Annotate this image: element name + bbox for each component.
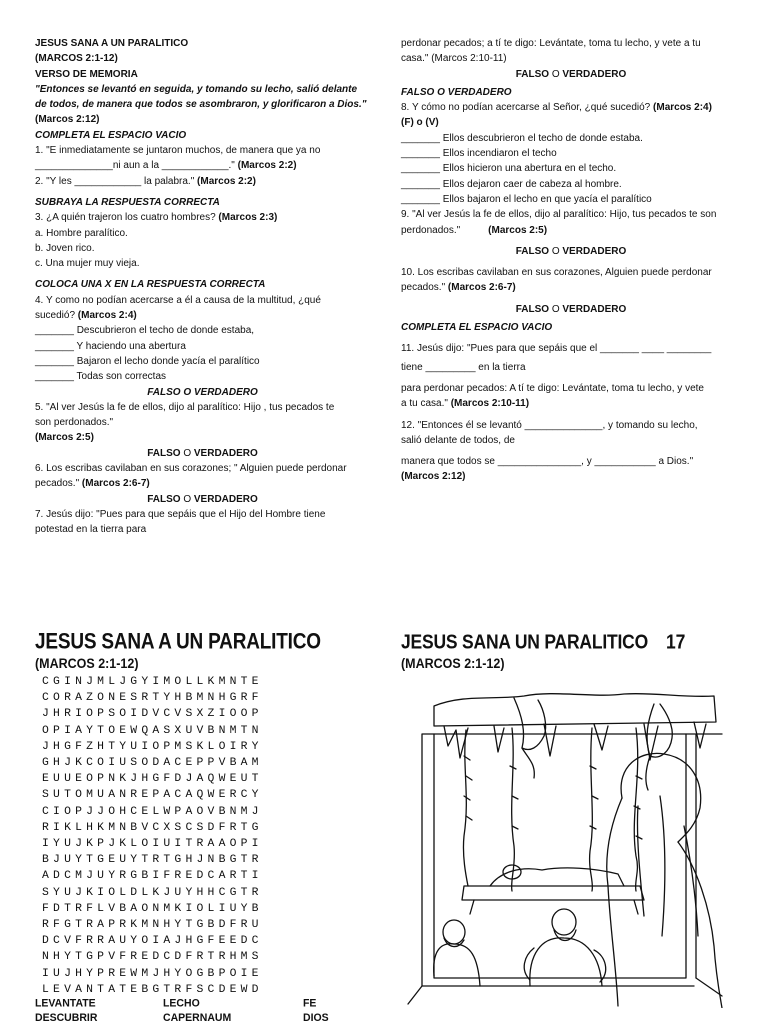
wordsearch-row: ADCMJUYRGBIFREDCARTI: [42, 870, 263, 883]
true-false-answer-7: FALSO O VERDADERO: [515, 68, 627, 80]
question-3-option-b: b. Joven rico.: [35, 242, 95, 254]
ropes: [463, 728, 642, 891]
question-12-line-2: salió delante de todos, de: [401, 434, 515, 446]
roof-opening: [434, 694, 716, 760]
wordsearch-title: JESUS SANA A UN PARALITICO: [35, 630, 321, 655]
question-7-continued-line-1: perdonar pecados; a tí te digo: Levántate, toma tu lecho, y vete a tu: [401, 38, 701, 49]
true-false-answer-6: FALSO O VERDADERO: [147, 493, 258, 505]
question-9-line-2: perdonados." (Marcos 2:5): [401, 224, 548, 236]
question-8-option-3: _______ Ellos hicieron una abertura en el techo.: [401, 163, 617, 175]
true-false-answer-5: FALSO O VERDADERO: [147, 447, 258, 459]
question-12-reference: (Marcos 2:12): [401, 471, 466, 483]
wordsearch-row: EUUEOPNKJHGFDJAQWEUT: [42, 773, 263, 786]
question-7-line-2: potestad en la tierra para: [35, 524, 147, 536]
question-3: 3. ¿A quién trajeron los cuatro hombres? (Marcos 2:3): [35, 212, 278, 224]
wordsearch-row: IUJHYPREWMJHYOGBPOIE: [42, 967, 263, 980]
wordsearch-row: RFGTRAPRKMNHYTGBDFRU: [42, 919, 263, 932]
left-title: JESUS SANA A UN PARALITICO: [35, 38, 189, 49]
word-lecho: LECHO: [163, 997, 200, 1010]
wordsearch-row: IYUJKPJKLOIUITRAAOPI: [42, 838, 263, 851]
question-1-line-1: 1. "E inmediatamente se juntaron muchos, de manera que ya no: [35, 145, 321, 157]
section-true-false: FALSO O VERDADERO: [147, 386, 258, 398]
memory-verse-label: VERSO DE MEMORIA: [35, 68, 138, 80]
question-4-option-2: _______ Y haciendo una abertura: [35, 340, 186, 352]
question-8: 8. Y cómo no podían acercarse al Señor, ¿qué sucedió? (Marcos 2:4): [401, 102, 712, 114]
question-4-line-1: 4. Y como no podían acercarse a él a causa de la multitud, ¿qué: [35, 294, 321, 306]
wordsearch-row: NHYTGPVFREDCDFRTRHMS: [42, 951, 263, 964]
word-descubrir: DESCUBRIR: [35, 1011, 98, 1025]
question-6-line-1: 6. Los escribas cavilaban en sus corazones; " Alguien puede perdonar: [35, 463, 347, 475]
left-worksheet-column: [35, 36, 370, 538]
memory-verse: "Entonces se levantó en seguida, y tomando su lecho, salió delante de todos, de manera que todos se asombraron, y glorificaron a Dios." (Marcos 2:12): [35, 83, 367, 126]
wordsearch-row: SUTOMUANREPACAQWERCY: [42, 789, 263, 802]
men-on-roof: [514, 698, 672, 790]
word-dios: DIOS: [303, 1011, 329, 1025]
section-true-false-right: FALSO O VERDADERO: [401, 86, 512, 98]
question-8-option-2: _______ Ellos incendiaron el techo: [401, 148, 557, 160]
section-mark-x: COLOCA UNA X EN LA RESPUESTA CORRECTA: [35, 279, 266, 291]
coloring-title: JESUS SANA UN PARALITICO 17: [401, 630, 686, 653]
question-4-option-4: _______ Todas son correctas: [35, 371, 167, 383]
jesus-figure: [607, 753, 722, 1008]
question-8-legend: (F) o (V): [401, 117, 439, 129]
word-levantate: LEVANTATE: [35, 997, 96, 1010]
wordsearch-row: JHGFZHTYUIOPMSKLOIRY: [42, 740, 263, 753]
question-8-option-4: _______ Ellos dejaron caer de cabeza al hombre.: [401, 178, 622, 190]
question-10-line-1: 10. Los escribas cavilaban en sus corazones, Alguien puede perdonar: [401, 267, 712, 279]
onlookers: [434, 909, 606, 986]
question-11-line-4: a tu casa." (Marcos 2:10-11): [401, 398, 530, 410]
section-underline: SUBRAYA LA RESPUESTA CORRECTA: [35, 196, 220, 208]
wordsearch-reference: (MARCOS 2:1-12): [35, 656, 139, 672]
section-complete-blank-right: COMPLETA EL ESPACIO VACIO: [401, 322, 553, 334]
question-11-line-1: 11. Jesús dijo: "Pues para que sepáis que el _______ ____ ________: [401, 343, 712, 355]
question-9-line-1: 9. "Al ver Jesús la fe de ellos, dijo al paralítico: Hijo, tus pecados te son: [401, 209, 717, 221]
coloring-illustration: [404, 686, 730, 1008]
wordsearch-row: BJUYTGEUYTRTGHJNBGTR: [42, 854, 263, 867]
question-3-option-c: c. Una mujer muy vieja.: [35, 258, 140, 270]
right-worksheet-column: [401, 36, 741, 485]
question-5-reference: (Marcos 2:5): [35, 432, 94, 444]
wordsearch-grid: [42, 674, 263, 998]
question-7-line-1: 7. Jesús dijo: "Pues para que sepáis que el Hijo del Hombre tiene: [35, 508, 326, 520]
question-10-line-2: pecados." (Marcos 2:6-7): [401, 282, 516, 294]
word-fe: FE: [303, 997, 317, 1010]
wordsearch-row: JHRIOPSOIDVCVSXZIOOP: [42, 708, 263, 721]
wordsearch-row: RIKLHKMNBVCXSCSDFRTG: [42, 821, 263, 834]
question-11-line-2: tiene _________ en la tierra: [401, 361, 526, 373]
wordsearch-row: SYUJKIOLDLKJUYHHCGTR: [42, 886, 263, 899]
question-12-line-1: 12. "Entonces él se levantó ______________, y tomando su lecho,: [401, 419, 698, 431]
question-4-option-1: _______ Descubrieron el techo de donde estaba,: [35, 325, 255, 337]
section-complete-blank: COMPLETA EL ESPACIO VACIO: [35, 129, 187, 141]
question-3-option-a: a. Hombre paralítico.: [35, 227, 128, 239]
question-4-option-3: _______ Bajaron el lecho donde yacía el paralítico: [35, 355, 260, 367]
question-7-continued-line-2: casa." (Marcos 2:10-11): [401, 53, 507, 65]
wordsearch-row: CGINJMLJGYIMOLLKMNTE: [42, 676, 263, 688]
question-8-option-5: _______ Ellos bajaron el lecho en que yacía el paralítico: [401, 193, 652, 205]
wordsearch-row: CIOPJJOHCELWPAOVBNMJ: [42, 805, 263, 818]
wordsearch-row: CORAZONESRTYHBMNHGRF: [42, 692, 263, 705]
question-4-line-2: sucedió? (Marcos 2:4): [35, 310, 137, 322]
wordsearch-row: OPIAYTOEWQASXUVBNMTN: [42, 724, 263, 737]
true-false-answer-9: FALSO O VERDADERO: [515, 245, 627, 257]
question-8-option-1: _______ Ellos descubrieron el techo de donde estaba.: [401, 132, 643, 144]
left-reference: (MARCOS 2:1-12): [35, 53, 118, 65]
question-12-line-3: manera que todos se _______________, y ___________ a Dios.": [401, 456, 694, 468]
wordsearch-row: GHJKCOIUSODACEPPVBAM: [42, 757, 263, 770]
wordsearch-row: FDTRFLVBAONMKIOLIUYB: [42, 902, 263, 915]
question-5-line-1: 5. "Al ver Jesús la fe de ellos, dijo al paralítico: Hijo , tus pecados te: [35, 401, 335, 413]
question-11-line-3: para perdonar pecados: A tí te digo: Levántate, toma tu lecho, y vete: [401, 382, 704, 394]
stretcher-with-man: [462, 865, 644, 914]
wordsearch-row: DCVFRRAUYOIAJHGFEEDC: [42, 935, 263, 948]
question-2: 2. "Y les ____________ la palabra." (Marcos 2:2): [35, 175, 256, 187]
word-capernaum: CAPERNAUM: [163, 1011, 232, 1025]
page-number: 17: [666, 630, 686, 653]
true-false-answer-10: FALSO O VERDADERO: [515, 303, 627, 315]
question-6-line-2: pecados." (Marcos 2:6-7): [35, 478, 150, 490]
question-5-line-2: son perdonados.": [35, 417, 114, 429]
wordsearch-row: LEVANTATEBGTRFSCDEWD: [42, 983, 263, 996]
room-walls: [408, 734, 722, 1004]
question-1-line-2: ______________ni aun a la ____________." (Marcos 2:2): [35, 160, 297, 172]
coloring-reference: (MARCOS 2:1-12): [401, 656, 505, 672]
